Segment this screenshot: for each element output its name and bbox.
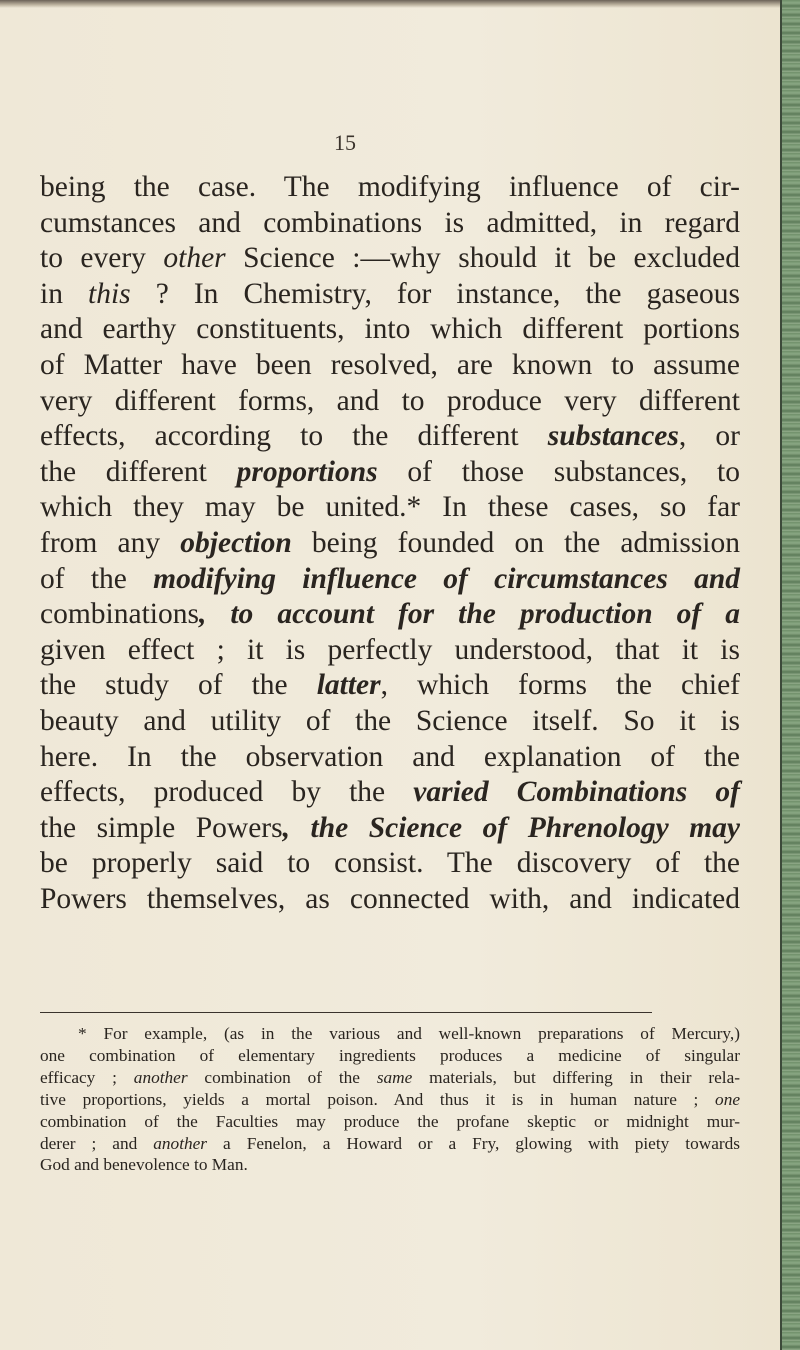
footnote-line: combination of the Faculties may produce the profane skeptic or midnight mur- bbox=[40, 1111, 740, 1131]
book-binding-edge bbox=[780, 0, 800, 1350]
emphasis-text: other bbox=[163, 242, 226, 275]
text-line: from any objection being founded on the admission bbox=[40, 526, 741, 559]
emphasis-text: modifying influence of circumstances and bbox=[153, 562, 740, 595]
emphasis-text: , the Science of Phrenology may bbox=[282, 811, 740, 844]
text-line: of the modifying influence of circumstances and bbox=[40, 562, 740, 595]
text-line: the study of the latter, which forms the chief bbox=[40, 669, 740, 702]
footnote-line: efficacy ; another combination of the same materials, but differing in their rela- bbox=[40, 1067, 740, 1087]
text-line: of Matter have been resolved, are known to assume bbox=[40, 348, 740, 381]
text-line: to every other Science :—why should it be excluded bbox=[40, 242, 740, 275]
text-line: the simple Powers, the Science of Phrenology may bbox=[40, 811, 740, 844]
emphasis-text: , to account for the production of a bbox=[198, 598, 740, 631]
emphasis-text: latter bbox=[316, 669, 381, 702]
footnote bbox=[40, 1023, 740, 1176]
text-line: here. In the observation and explanation of the bbox=[40, 740, 740, 773]
footnote-divider bbox=[40, 1012, 652, 1013]
text-line: effects, according to the different substances, or bbox=[40, 420, 741, 453]
emphasis-text: another bbox=[133, 1067, 188, 1087]
text-line: the different proportions of those substances, to bbox=[40, 455, 740, 488]
emphasis-text: one bbox=[715, 1089, 740, 1109]
emphasis-text: same bbox=[376, 1067, 413, 1087]
text-line: very different forms, and to produce very different bbox=[40, 384, 740, 417]
emphasis-text: substances bbox=[547, 420, 679, 453]
text-line: effects, produced by the varied Combinations of bbox=[40, 776, 740, 809]
text-line: combinations, to account for the production of a bbox=[40, 598, 740, 631]
text-line: and earthy constituents, into which different portions bbox=[40, 313, 740, 346]
footnote-line: derer ; and another a Fenelon, a Howard or a Fry, glowing with piety towards bbox=[40, 1133, 740, 1153]
main-text bbox=[40, 170, 740, 917]
text-line: being the case. The modifying influence of cir- bbox=[40, 171, 740, 203]
text-line: beauty and utility of the Science itself. So it is bbox=[40, 704, 740, 737]
text-line: in this ? In Chemistry, for instance, the gaseous bbox=[40, 277, 740, 310]
emphasis-text: varied Combinations of bbox=[413, 776, 740, 809]
footnote-line: God and benevolence to Man. bbox=[40, 1155, 248, 1175]
text-line: cumstances and combinations is admitted, in regard bbox=[40, 206, 740, 239]
page-number: 15 bbox=[334, 130, 356, 155]
footnote-line: one combination of elementary ingredients produces a medicine of singular bbox=[40, 1045, 740, 1065]
emphasis-text: proportions bbox=[236, 455, 378, 488]
page-top-shadow bbox=[0, 0, 780, 8]
emphasis-text: another bbox=[153, 1133, 208, 1153]
emphasis-text: this bbox=[88, 277, 131, 310]
footnote-line: * For example, (as in the various and well-known preparations of Mercury,) bbox=[78, 1024, 740, 1043]
footnote-line: tive proportions, yields a mortal poison. And thus it is in human nature ; one bbox=[40, 1089, 740, 1109]
emphasis-text: objection bbox=[180, 526, 292, 559]
text-line: which they may be united.* In these cases, so far bbox=[40, 491, 740, 524]
text-line: be properly said to consist. The discovery of the bbox=[40, 847, 740, 880]
text-line: given effect ; it is perfectly understood, that it is bbox=[40, 633, 740, 666]
text-line: Powers themselves, as connected with, and indicated bbox=[40, 882, 740, 915]
